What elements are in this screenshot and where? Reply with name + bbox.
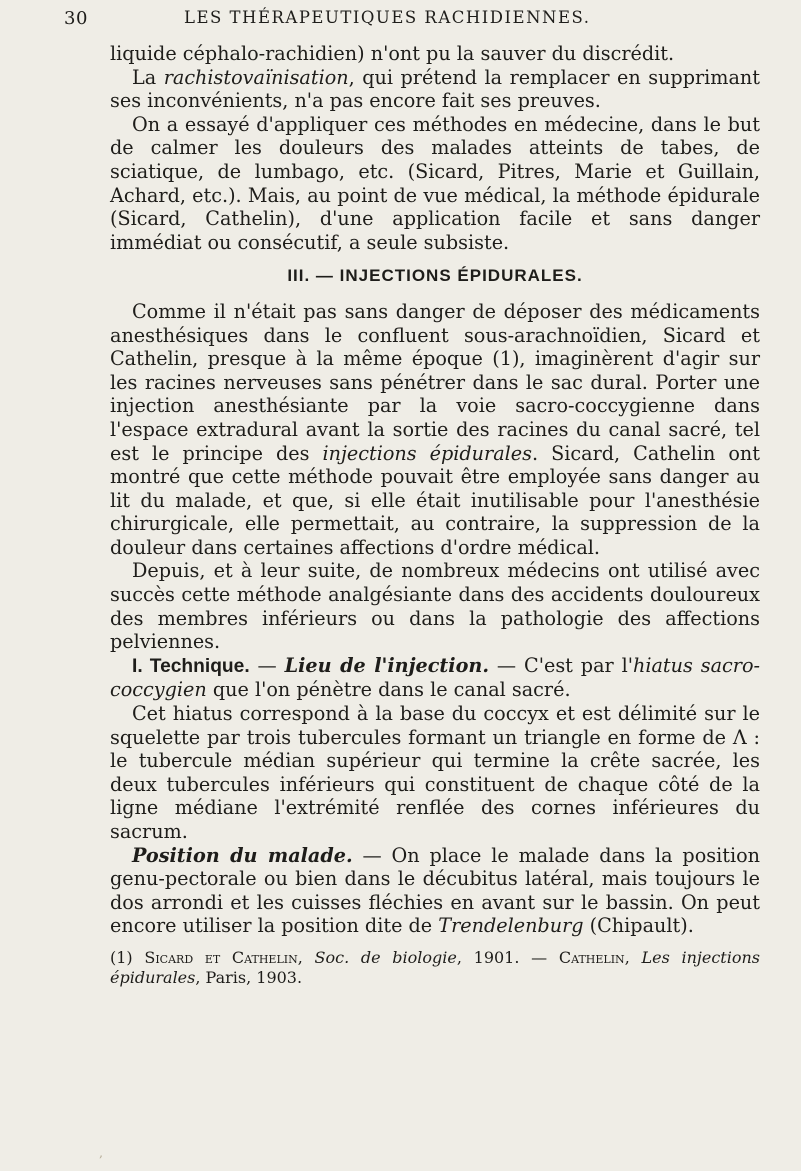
footnote-author-2: Cathelin <box>558 947 625 967</box>
footnote-book-title: Les injections épidurales <box>110 947 760 987</box>
technique-heading: I. Technique. <box>132 655 250 677</box>
paragraph-6 <box>110 654 760 702</box>
running-title: LES THÉRAPEUTIQUES RACHIDIENNES. <box>184 8 591 27</box>
paragraph-4 <box>110 300 760 560</box>
section-title: III. — INJECTIONS ÉPIDURALES. <box>287 266 583 286</box>
footnote <box>110 948 760 988</box>
paragraph-6-rest: que l'on pénètre dans le canal sacré. <box>206 678 571 702</box>
paragraph-6-text: — C'est par l' <box>489 653 633 677</box>
paragraph-3: On a essayé d'appliquer ces méthodes en médecine, dans le but de calmer les douleurs des malades atteints de tabes, de sciatique, de lumbago, etc. (Sicard, Pitres, Marie et Guillain, Achard, etc.). Mais, au point de vue médical, la méthode épidurale (Sicard, Cathelin), d'une application facile et sans danger immédiat ou consécutif, a seule subsiste. <box>110 112 760 254</box>
paragraph-8-text: — On place le malade dans la position genu-pectorale ou bien dans le décubitus latéral, mais toujours le dos arrondi et les cuisses fléchies en avant sur le bassin. On peut encore utiliser la position dite de <box>110 843 760 938</box>
term-injections-epidurales: injections épidurales <box>322 441 532 465</box>
technique-dash: — <box>249 653 285 677</box>
paragraph-2-lead: La <box>132 65 164 89</box>
paragraph-1: liquide céphalo-rachidien) n'ont pu la sauver du discrédit. <box>110 42 675 65</box>
page-number: 30 <box>64 8 89 29</box>
paragraph-2 <box>110 66 760 113</box>
footnote-authors: Sicard et Cathelin <box>144 947 298 967</box>
paragraph-8-rest: (Chipault). <box>583 914 694 938</box>
paragraph-8 <box>110 844 760 938</box>
body-text <box>110 42 760 988</box>
footnote-journal: Soc. de biologie <box>314 947 457 967</box>
paragraph-2-rest: , qui prétend la remplacer en supprimant ses inconvénients, n'a pas encore fait ses preuves. <box>110 65 760 113</box>
footnote-end: , Paris, 1903. <box>195 967 303 987</box>
position-malade-heading: Position du malade. <box>132 843 353 867</box>
paragraph-4-text: Comme il n'était pas sans danger de déposer des médicaments anesthésiques dans le confluent sous-arachnoïdien, Sicard et Cathelin, presque à la même époque (1), imaginèrent d'agir sur les racines nerveuses sans pénétrer dans le sac dural. Porter une injection anesthésiante par la voie sacro-coccygienne dans l'espace extradural avant la sortie des racines du canal sacré, tel est le principe des <box>110 299 760 465</box>
footnote-mark: (1) <box>110 947 145 967</box>
footnote-sep-1: , <box>297 947 315 967</box>
paragraph-5: Depuis, et à leur suite, de nombreux médecins ont utilisé avec succès cette méthode analgésiante dans des accidents douloureux des membres inférieurs ou dans la pathologie des affections pelviennes. <box>110 559 760 654</box>
term-trendelenburg: Trendelenburg <box>438 914 584 938</box>
paragraph-4-rest: . Sicard, Cathelin ont montré que cette méthode pouvait être employée sans danger au lit du malade, et que, si elle était inutilisable pour l'anesthésie chirurgicale, elle permettait, au contraire, la suppression de la douleur dans certaines affections d'ordre médical. <box>110 441 760 559</box>
term-rachistovainisation: rachistovaïnisation <box>163 65 349 89</box>
stray-ink-mark: ‚ <box>99 1146 103 1160</box>
term-hiatus: hiatus sacro-coccygien <box>110 653 760 702</box>
lieu-injection-heading: Lieu de l'injection. <box>284 653 490 677</box>
footnote-sep-3: , <box>624 947 642 967</box>
footnote-sep-2: , 1901. — <box>456 947 559 967</box>
page-header <box>62 8 762 34</box>
paragraph-7: Cet hiatus correspond à la base du coccyx et est délimité sur le squelette par trois tubercules formant un triangle en forme de Λ : le tubercule médian supérieur qui termine la crête sacrée, les deux tubercules inférieurs qui constituent de chaque côté de la ligne médiane l'extrémité renflée des cornes inférieures du sacrum. <box>110 702 760 843</box>
